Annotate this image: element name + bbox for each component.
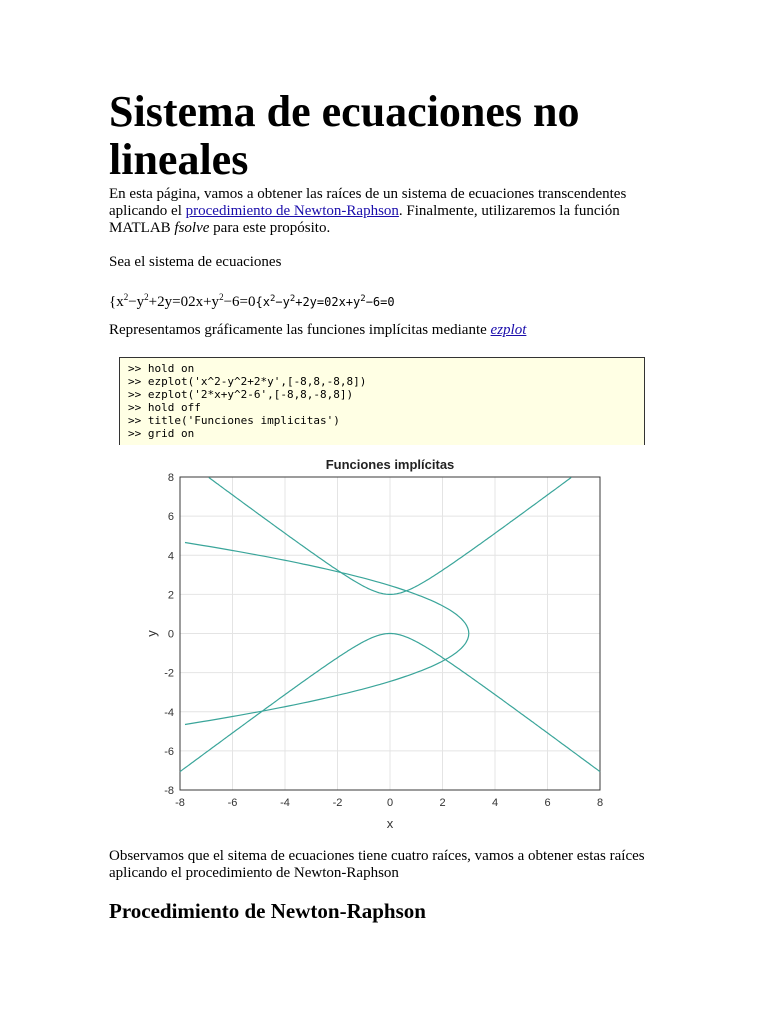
- intro-text: En esta página, vamos a obtener las raíces de un sistema de ecuaciones transcendentes aplicando el: [109, 186, 627, 219]
- x-tick-label: 2: [439, 797, 446, 809]
- y-tick-label: -4: [164, 706, 174, 719]
- page-title: Sistema de ecuaciones no lineales: [109, 87, 580, 184]
- y-tick-label: -2: [164, 667, 174, 680]
- x-axis-label: x: [386, 816, 394, 831]
- fsolve-term: fsolve: [174, 220, 210, 236]
- x-tick-label: 6: [544, 797, 551, 809]
- code-line: >> grid on: [128, 427, 195, 440]
- x-tick-label: -8: [175, 797, 185, 809]
- equation-mono: {$x^2-y^2+2y=02x+y^2-6=0$: [255, 294, 395, 309]
- y-axis-label: y: [144, 630, 159, 637]
- y-tick-label: 2: [167, 589, 174, 602]
- y-tick-label: 8: [167, 472, 174, 484]
- y-tick-label: 0: [167, 628, 174, 641]
- code-line: >> title('Funciones implicitas'): [128, 414, 340, 427]
- intro-text-3: para este propósito.: [209, 220, 331, 236]
- code-line: >> ezplot('2*x+y^2-6',[-8,8,-8,8]): [128, 388, 354, 401]
- code-block: [119, 357, 645, 445]
- chart-title: Funciones implícitas: [325, 457, 455, 472]
- equation-serif: {$x^2-y^2+2y=02x+y^2-6=0$: [109, 292, 256, 310]
- equation-system: [109, 287, 395, 312]
- x-tick-label: -4: [280, 797, 290, 809]
- y-tick-label: 6: [167, 511, 174, 524]
- intro-text-2: . Finalmente, utilizaremos la función MATLAB: [109, 203, 620, 236]
- x-tick-label: 8: [596, 797, 604, 809]
- x-tick-label: -2: [332, 797, 343, 809]
- y-tick-label: 4: [167, 550, 174, 563]
- implicit-functions-chart: [140, 450, 620, 835]
- newton-raphson-link[interactable]: procedimiento de Newton-Raphson: [185, 203, 399, 219]
- code-line: >> hold on: [128, 362, 195, 375]
- code-line: >> ezplot('x^2-y^2+2*y',[-8,8,-8,8]): [128, 375, 367, 388]
- y-tick-label: -6: [164, 745, 174, 758]
- x-tick-label: 4: [491, 797, 499, 809]
- section-heading: Procedimiento de Newton-Raphson: [109, 899, 426, 923]
- code-line: >> hold off: [128, 401, 201, 414]
- x-tick-label: 0: [386, 797, 394, 809]
- x-tick-label: -6: [227, 797, 238, 809]
- system-intro: Sea el sistema de ecuaciones: [109, 254, 282, 270]
- ezplot-link[interactable]: ezplot: [490, 322, 527, 338]
- intro-paragraph: [109, 186, 669, 237]
- observation-paragraph: Observamos que el sitema de ecuaciones tiene cuatro raíces, vamos a obtener estas raíces aplicando el procedimiento de Newton-Raphson: [109, 848, 645, 881]
- ezplot-paragraph: Representamos gráficamente las funciones implícitas mediante ezplot: [109, 322, 527, 338]
- y-tick-label: -8: [164, 785, 174, 797]
